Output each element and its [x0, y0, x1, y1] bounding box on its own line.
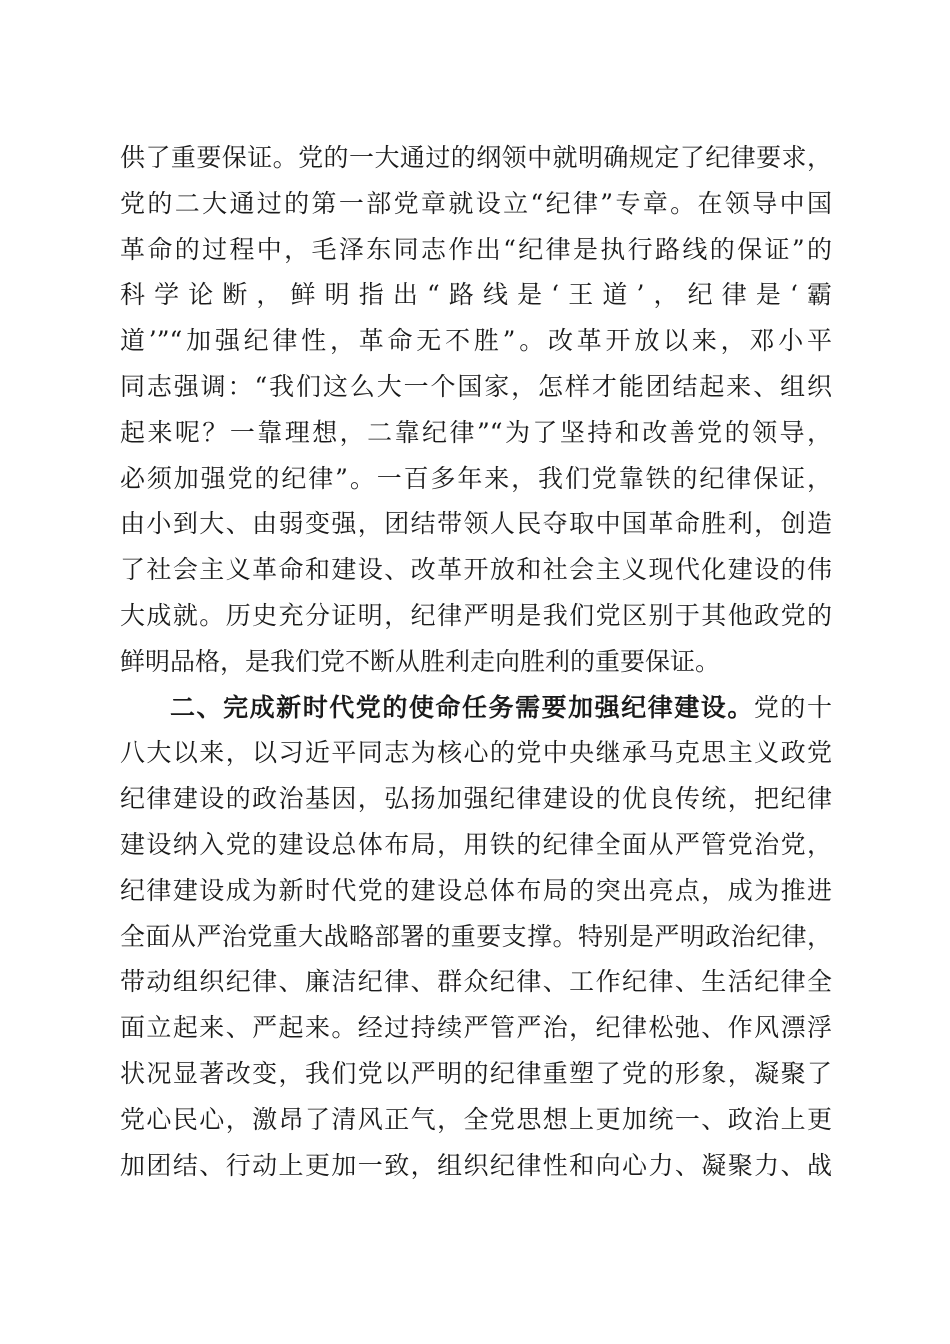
text-line: 全面从严治党重大战略部署的重要支撑。特别是严明政治纪律，: [120, 921, 832, 951]
text-line: 状况显著改变，我们党以严明的纪律重塑了党的形象，凝聚了: [120, 1058, 832, 1088]
text-line: 革命的过程中，毛泽东同志作出“纪律是执行路线的保证”的: [120, 234, 832, 264]
text-line: 大成就。历史充分证明，纪律严明是我们党区别于其他政党的: [120, 600, 832, 630]
text-line: 鲜明品格，是我们党不断从胜利走向胜利的重要保证。: [120, 646, 721, 676]
section-heading-line: [120, 685, 832, 731]
text-line: 八大以来，以习近平同志为核心的党中央继承马克思主义政党: [120, 738, 832, 768]
text-line: 党心民心，激昂了清风正气，全党思想上更加统一、政治上更: [120, 1104, 832, 1134]
text-line: 由小到大、由弱变强，团结带领人民夺取中国革命胜利，创造: [120, 509, 832, 539]
paragraph-2: [120, 685, 832, 1189]
text-line: 党的二大通过的第一部党章就设立“纪律”专章。在领导中国: [120, 188, 832, 218]
text-line: 供了重要保证。党的一大通过的纲领中就明确规定了纪律要求，: [120, 143, 832, 172]
text-line: 科学论断，鲜明指出“路线是‘王道’，纪律是‘霸: [120, 280, 832, 310]
text-line: 必须加强党的纪律”。一百多年来，我们党靠铁的纪律保证，: [120, 463, 832, 493]
paragraph-1: [120, 135, 832, 685]
text-line: 起来呢？一靠理想，二靠纪律”“为了坚持和改善党的领导，: [120, 417, 832, 447]
text-line: 同志强调：“我们这么大一个国家，怎样才能团结起来、组织: [120, 371, 832, 401]
text-line: 道’”“加强纪律性，革命无不胜”。改革开放以来，邓小平: [120, 326, 832, 356]
document-body: [120, 135, 832, 1188]
text-line: 了社会主义革命和建设、改革开放和社会主义现代化建设的伟: [120, 555, 832, 585]
text-line: 加团结、行动上更加一致，组织纪律性和向心力、凝聚力、战: [120, 1150, 832, 1180]
section-heading: 二、完成新时代党的使命任务需要加强纪律建设。: [170, 692, 754, 722]
text-line: 建设纳入党的建设总体布局，用铁的纪律全面从严管党治党，: [120, 829, 832, 859]
text-line: 纪律建设的政治基因，弘扬加强纪律建设的优良传统，把纪律: [120, 784, 832, 814]
text-line: 带动组织纪律、廉洁纪律、群众纪律、工作纪律、生活纪律全: [120, 967, 832, 997]
heading-line-text: 党的十: [753, 692, 832, 722]
text-line: 面立起来、严起来。经过持续严管严治，纪律松弛、作风漂浮: [120, 1013, 832, 1043]
text-line: 纪律建设成为新时代党的建设总体布局的突出亮点，成为推进: [120, 875, 832, 905]
